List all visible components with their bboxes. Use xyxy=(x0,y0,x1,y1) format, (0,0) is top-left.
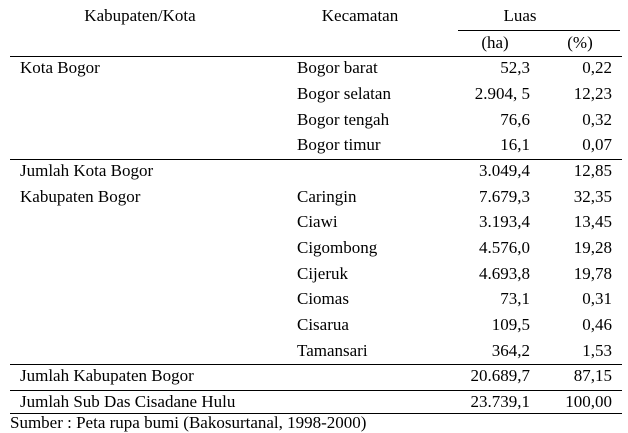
cell-region: Jumlah Kota Bogor xyxy=(20,161,154,180)
cell-area-pct: 12,23 xyxy=(573,84,612,103)
cell-area-ha: 23.739,1 xyxy=(470,392,530,411)
cell-district: Cisarua xyxy=(297,315,349,334)
cell-area-pct: 32,35 xyxy=(573,187,612,206)
cell-area-ha: 3.049,4 xyxy=(479,161,530,180)
cell-district: Ciawi xyxy=(297,212,338,231)
cell-district: Bogor tengah xyxy=(297,110,390,129)
cell-district: Caringin xyxy=(297,187,357,206)
row-divider xyxy=(10,364,622,365)
cell-district: Cigombong xyxy=(297,238,378,257)
cell-area-ha: 364,2 xyxy=(491,341,530,360)
cell-area-ha: 52,3 xyxy=(500,58,530,77)
cell-district: Cijeruk xyxy=(297,264,348,283)
header-unit-pct: (%) xyxy=(567,33,593,52)
cell-area-ha: 4.576,0 xyxy=(479,238,530,257)
header-district: Kecamatan xyxy=(321,6,399,25)
source-note: Sumber : Peta rupa bumi (Bakosurtanal, 1998-2000) xyxy=(10,413,367,432)
cell-district: Bogor timur xyxy=(297,135,381,154)
cell-area-pct: 1,53 xyxy=(582,341,612,360)
cell-district: Bogor selatan xyxy=(297,84,391,103)
header-region: Kabupaten/Kota xyxy=(84,6,196,25)
cell-region: Jumlah Kabupaten Bogor xyxy=(20,366,194,385)
cell-area-pct: 12,85 xyxy=(573,161,612,180)
cell-area-ha: 4.693,8 xyxy=(479,264,530,283)
cell-district: Ciomas xyxy=(297,289,349,308)
cell-area-pct: 13,45 xyxy=(573,212,612,231)
cell-area-pct: 0,32 xyxy=(582,110,612,129)
cell-area-ha: 2.904, 5 xyxy=(474,84,530,103)
cell-area-pct: 19,78 xyxy=(573,264,612,283)
cell-region: Kabupaten Bogor xyxy=(20,187,141,206)
row-divider xyxy=(10,390,622,391)
cell-region: Jumlah Sub Das Cisadane Hulu xyxy=(20,392,236,411)
cell-area-pct: 0,07 xyxy=(582,135,612,154)
header-area-underline xyxy=(458,30,620,31)
cell-area-ha: 3.193,4 xyxy=(479,212,530,231)
cell-district: Bogor barat xyxy=(297,58,378,77)
cell-area-ha: 7.679,3 xyxy=(479,187,530,206)
header-area: Luas xyxy=(503,6,537,25)
cell-area-ha: 20.689,7 xyxy=(470,366,530,385)
header-divider xyxy=(10,56,622,57)
cell-region: Kota Bogor xyxy=(20,58,100,77)
cell-area-pct: 19,28 xyxy=(573,238,612,257)
cell-area-ha: 76,6 xyxy=(500,110,530,129)
cell-area-pct: 0,31 xyxy=(582,289,612,308)
header-unit-ha: (ha) xyxy=(481,33,509,52)
cell-area-pct: 0,22 xyxy=(582,58,612,77)
cell-district: Tamansari xyxy=(297,341,368,360)
cell-area-pct: 100,00 xyxy=(565,392,612,411)
cell-area-ha: 109,5 xyxy=(491,315,530,334)
cell-area-ha: 73,1 xyxy=(500,289,530,308)
row-divider xyxy=(10,159,622,160)
cell-area-pct: 0,46 xyxy=(582,315,612,334)
cell-area-pct: 87,15 xyxy=(573,366,612,385)
cell-area-ha: 16,1 xyxy=(500,135,530,154)
